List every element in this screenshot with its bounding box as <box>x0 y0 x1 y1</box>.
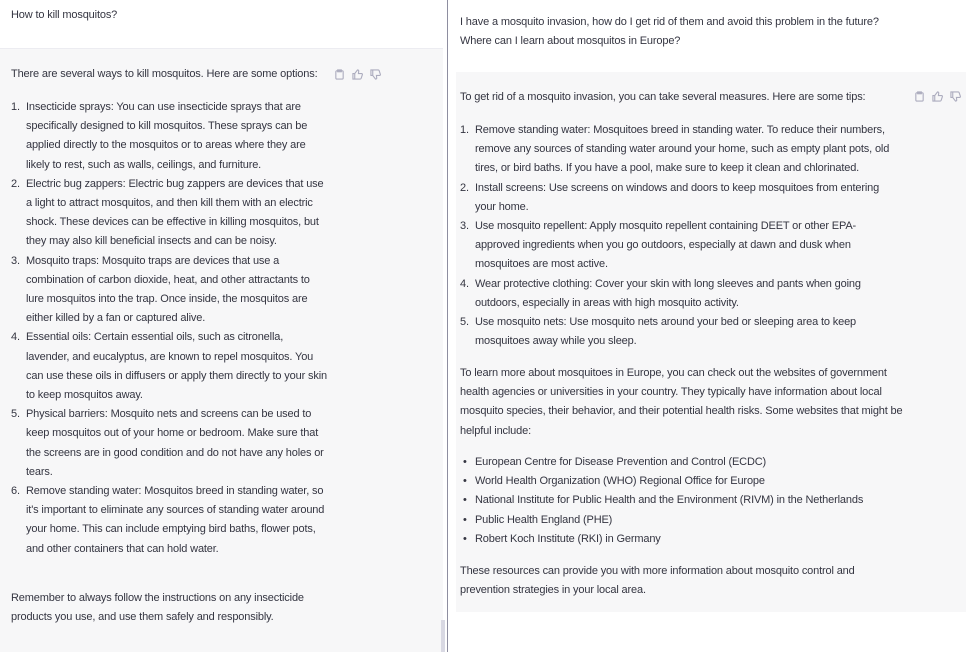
resource-text: Public Health England (PHE) <box>475 513 613 526</box>
thumbs-down-icon[interactable] <box>950 91 961 102</box>
item-number: 4. <box>11 331 20 344</box>
item-text: Electric bug zappers: Electric bug zappers are devices that use a light to attract mosquitos, and then kill them with an electric shock. These devices can be effective in killing mosquitos, but they may also kill beneficial insects and can be noisy. <box>26 177 324 248</box>
list-item <box>460 217 900 275</box>
item-text: Mosquito traps: Mosquito traps are devices that use a combination of carbon dioxide, heat, and other attractants to lure mosquitos into the trap. Once inside, the mosquitos are either killed by a fan or captured alive. <box>26 254 310 325</box>
item-number: 1. <box>460 124 469 136</box>
left-options-list <box>11 98 329 559</box>
thumbs-down-icon[interactable] <box>370 69 381 80</box>
resource-text: National Institute for Public Health and the Environment (RIVM) in the Netherlands <box>475 494 864 507</box>
list-item <box>11 175 329 252</box>
resource-item <box>460 491 940 510</box>
list-item <box>11 98 329 175</box>
item-text: Essential oils: Certain essential oils, such as citronella, lavender, and eucalyptus, are known to repel mosquitos. You can use these oils in diffusers or apply them directly to your skin to keep mosquitos away. <box>26 331 327 402</box>
item-text: Remove standing water: Mosquitoes breed in standing water. To reduce their numbers, remove any sources of standing water around your home, such as empty plant pots, old tires, or bird baths. If you have a pool, make sure to keep it clean and chlorinated. <box>475 124 890 175</box>
clipboard-icon[interactable] <box>914 91 925 102</box>
item-number: 5. <box>460 316 469 329</box>
item-text: Physical barriers: Mosquito nets and screens can be used to keep mosquitos out of your home or bedroom. Make sure that the screens are in good condition and do not have any holes or tears. <box>26 408 324 478</box>
resource-text: World Health Organization (WHO) Regional Office for Europe <box>475 475 765 488</box>
resource-item <box>460 511 940 530</box>
bullet-icon: • <box>463 475 467 488</box>
right-assistant-message <box>456 72 966 612</box>
right-tips-list <box>460 121 900 351</box>
resource-text: Robert Koch Institute (RKI) in Germany <box>475 532 661 545</box>
list-item <box>11 328 329 405</box>
item-number: 6. <box>11 485 20 498</box>
left-assistant-message <box>0 48 443 652</box>
list-item <box>460 313 900 351</box>
list-item <box>11 482 329 559</box>
item-text: Insecticide sprays: You can use insecticide sprays that are specifically designed to kill mosquitos. These sprays can be applied directly to the mosquitos or to areas where they are likely to rest, such as walls, ceilings, and furniture. <box>26 101 308 171</box>
resource-item <box>460 453 940 472</box>
left-feedback-icons <box>334 69 381 80</box>
item-number: 3. <box>11 254 20 267</box>
list-item <box>11 252 329 329</box>
list-item <box>460 179 900 217</box>
bullet-icon: • <box>463 532 467 545</box>
item-number: 2. <box>11 177 20 190</box>
list-item <box>460 275 900 313</box>
item-text: Remove standing water: Mosquitos breed in standing water, so it's important to eliminate any sources of standing water around your home. This can include emptying bird baths, flower pots, and other containers that can hold water. <box>26 485 325 555</box>
left-outro: Remember to always follow the instructions on any insecticide products you use, and use them safely and responsibly. <box>11 592 304 624</box>
item-number: 4. <box>460 277 469 290</box>
left-user-message <box>0 0 443 48</box>
resource-item <box>460 472 940 491</box>
item-text: Use mosquito repellent: Apply mosquito repellent containing DEET or other EPA-approved ingredients when you go outdoors, especially at dawn and dusk when mosquitoes are most active. <box>475 220 857 271</box>
thumbs-up-icon[interactable] <box>932 91 943 102</box>
item-text: Wear protective clothing: Cover your skin with long sleeves and pants when going outdoors, especially in areas with high mosquito activity. <box>475 277 861 309</box>
thumbs-up-icon[interactable] <box>352 69 363 80</box>
left-intro: There are several ways to kill mosquitos. Here are some options: <box>11 68 318 80</box>
right-feedback-icons <box>914 91 961 102</box>
item-number: 1. <box>11 101 20 113</box>
bullet-icon: • <box>463 456 467 468</box>
right-question: I have a mosquito invasion, how do I get rid of them and avoid this problem in the future? Where can I learn about mosquitos in Europe? <box>460 16 879 48</box>
list-item <box>460 121 900 179</box>
right-para: To learn more about mosquitoes in Europe, you can check out the websites of government health agencies or universities in your country. They typically have information about local mosquito species, their behavior, and their potential health risks. Some websites that might be helpful include: <box>460 367 903 437</box>
item-text: Install screens: Use screens on windows and doors to keep mosquitoes from entering your home. <box>475 181 880 213</box>
resource-item <box>460 530 940 549</box>
bullet-icon: • <box>463 494 467 507</box>
item-number: 3. <box>460 220 469 233</box>
item-text: Use mosquito nets: Use mosquito nets around your bed or sleeping area to keep mosquitoes away while you sleep. <box>475 316 857 348</box>
right-intro: To get rid of a mosquito invasion, you can take several measures. Here are some tips: <box>460 91 866 103</box>
left-scrollbar[interactable] <box>441 620 445 652</box>
right-resources-list <box>460 453 940 549</box>
item-number: 5. <box>11 408 20 421</box>
right-outro: These resources can provide you with more information about mosquito control and prevention strategies in your local area. <box>460 565 855 597</box>
resource-text: European Centre for Disease Prevention and Control (ECDC) <box>475 456 767 468</box>
list-item <box>11 405 329 482</box>
bullet-icon: • <box>463 513 467 526</box>
panel-divider <box>447 0 448 652</box>
item-number: 2. <box>460 181 469 194</box>
clipboard-icon[interactable] <box>334 69 345 80</box>
left-question: How to kill mosquitos? <box>11 9 118 21</box>
